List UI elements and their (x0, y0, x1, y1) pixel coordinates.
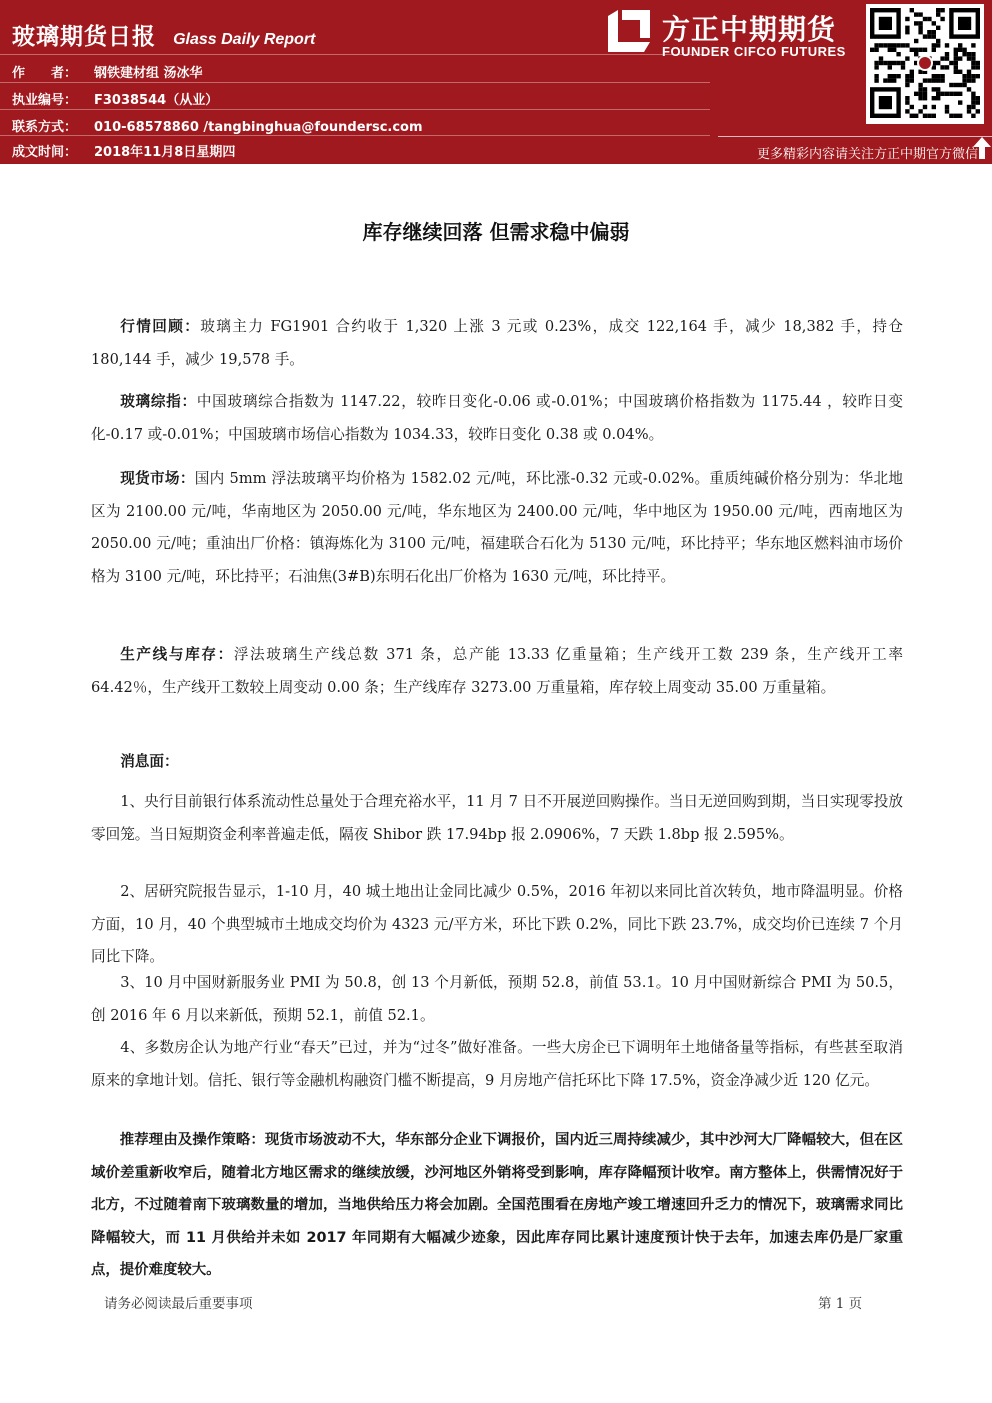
recommendation-paragraph: 推荐理由及操作策略：现货市场波动不大，华东部分企业下调报价，国内近三周持续减少，其中沙河大厂降幅较大，但在区域价差重新收窄后，随着北方地区需求的继续放缓，沙河地区外销将受到影响，库存降幅预计收窄。南方整体上，供需情况好于北方，不过随着南下玻璃数量的增加，当地供给压力将会加剧。全国范围看在房地产竣工增速回升乏力的情况下，玻璃需求同比降幅较大，而 11 月供给并未如 2017 年同期有大幅减少迹象，因此库存同比累计速度预计快于去年，加速去库仍是厂家重点，提价难度较大。 (91, 1132, 903, 1278)
page-title: 库存继续回落 但需求稳中偏弱 (362, 220, 630, 244)
market-review-paragraph (91, 311, 903, 376)
news-heading-label: 消息面： (120, 753, 179, 770)
arrow-up-icon (972, 136, 992, 160)
author-row (12, 62, 203, 81)
company-logo (604, 6, 860, 62)
license-label: 执业编号： (12, 93, 78, 108)
license-row (12, 89, 218, 108)
production-inventory-text: 浮法玻璃生产线总数 371 条，总产能 13.33 亿重量箱；生产线开工数 239 条，生产线开工率 64.42％，生产线开工数较上周变动 0.00 条；生产线库存 3273.00 万重量箱，库存较上周变动 35.00 万重量箱。 (91, 646, 903, 696)
news-item: 1、央行目前银行体系流动性总量处于合理充裕水平，11 月 7 日不开展逆回购操作。当日无逆回购到期，当日实现零投放零回笼。当日短期资金利率普遍走低，隔夜 Shibor 跌 17.94bp 报 2.0906%，7 天跌 1.8bp 报 2.595%。 (91, 793, 903, 843)
company-en-name: FOUNDER CIFCO FUTURES (662, 44, 846, 59)
license-value: F3038544（从业） (94, 93, 219, 108)
news-item: 2、居研究院报告显示，1-10 月，40 城土地出让金同比减少 0.5%，2016 年初以来同比首次转负，地市降温明显。价格方面，10 月，40 个典型城市土地成交均价为 4323 元/平方米，环比下跌 0.2%，同比下跌 23.7%，成交均价已连续 7 个月同比下降。 (91, 883, 903, 965)
news-heading (91, 746, 903, 779)
report-header (0, 0, 992, 164)
contact-label: 联系方式： (12, 120, 78, 135)
news-item: 4、多数房企认为地产行业“春天”已过，并为“过冬”做好准备。一些大房企已下调明年土地储备量等指标，有些甚至取消原来的拿地计划。信托、银行等金融机构融资门槛不断提高，9 月房地产信托环比下降 17.5%，资金净减少近 120 亿元。 (91, 1039, 903, 1089)
author-label: 作 者： (12, 66, 78, 81)
disclaimer-notice: 请务必阅读最后重要事项 (104, 1296, 253, 1312)
spot-market-text: 国内 5mm 浮法玻璃平均价格为 1582.02 元/吨，环比涨-0.32 元或-0.02%。重质纯碱价格分别为：华北地区为 2100.00 元/吨，华南地区为 2050.00 元/吨，华东地区为 2400.00 元/吨，华中地区为 1950.00 元/吨，西南地区为 2050.00 元/吨；重油出厂价格：镇海炼化为 3100 元/吨，福建联合石化为 5130 元/吨，环比持平；华东地区燃料油市场价格为 3100 元/吨，环比持平；石油焦(3#B)东明石化出厂价格为 1630 元/吨，环比持平。 (91, 470, 903, 585)
report-title-row (12, 18, 315, 51)
date-label: 成文时间： (12, 145, 78, 160)
contact-row (12, 116, 423, 135)
report-cn-title: 玻璃期货日报 (12, 24, 156, 50)
follow-wechat-text: 更多精彩内容请关注方正中期官方微信 (756, 147, 978, 162)
company-logo-mark-icon (604, 6, 654, 56)
production-inventory-label: 生产线与库存： (120, 646, 234, 663)
glass-index-paragraph (91, 386, 903, 451)
date-value: 2018年11月8日星期四 (94, 145, 236, 160)
spot-market-paragraph (91, 463, 903, 593)
header-divider (0, 82, 710, 83)
company-cn-name: 方正中期期货 (662, 13, 837, 46)
wechat-qr-code (866, 4, 984, 124)
glass-index-label: 玻璃综指： (120, 393, 197, 410)
header-divider (0, 109, 710, 110)
date-row (12, 141, 235, 160)
glass-index-text: 中国玻璃综合指数为 1147.22，较昨日变化-0.06 或-0.01%；中国玻璃价格指数为 1175.44 ，较昨日变化-0.17 或-0.01%；中国玻璃市场信心指数为 1034.33，较昨日变化 0.38 或 0.04%。 (91, 393, 903, 443)
production-inventory-paragraph (91, 639, 903, 704)
follow-divider (718, 136, 992, 137)
report-en-title: Glass Daily Report (173, 31, 316, 48)
author-value: 钢铁建材组 汤冰华 (94, 66, 203, 81)
header-divider (0, 135, 710, 136)
qr-code-icon (866, 4, 984, 124)
page-number: 第 1 页 (818, 1296, 863, 1312)
news-item: 3、10 月中国财新服务业 PMI 为 50.8，创 13 个月新低，预期 52.8，前值 53.1。10 月中国财新综合 PMI 为 50.5，创 2016 年 6 月以来新低，预期 52.1，前值 52.1。 (91, 974, 903, 1024)
contact-value[interactable]: 010-68578860 /tangbinghua@foundersc.com (94, 120, 423, 135)
market-review-text: 玻璃主力 FG1901 合约收于 1,320 上涨 3 元或 0.23%，成交 122,164 手，减少 18,382 手，持仓 180,144 手，减少 19,578 手。 (91, 318, 903, 368)
market-review-label: 行情回顾： (120, 318, 201, 335)
spot-market-label: 现货市场： (120, 470, 195, 487)
